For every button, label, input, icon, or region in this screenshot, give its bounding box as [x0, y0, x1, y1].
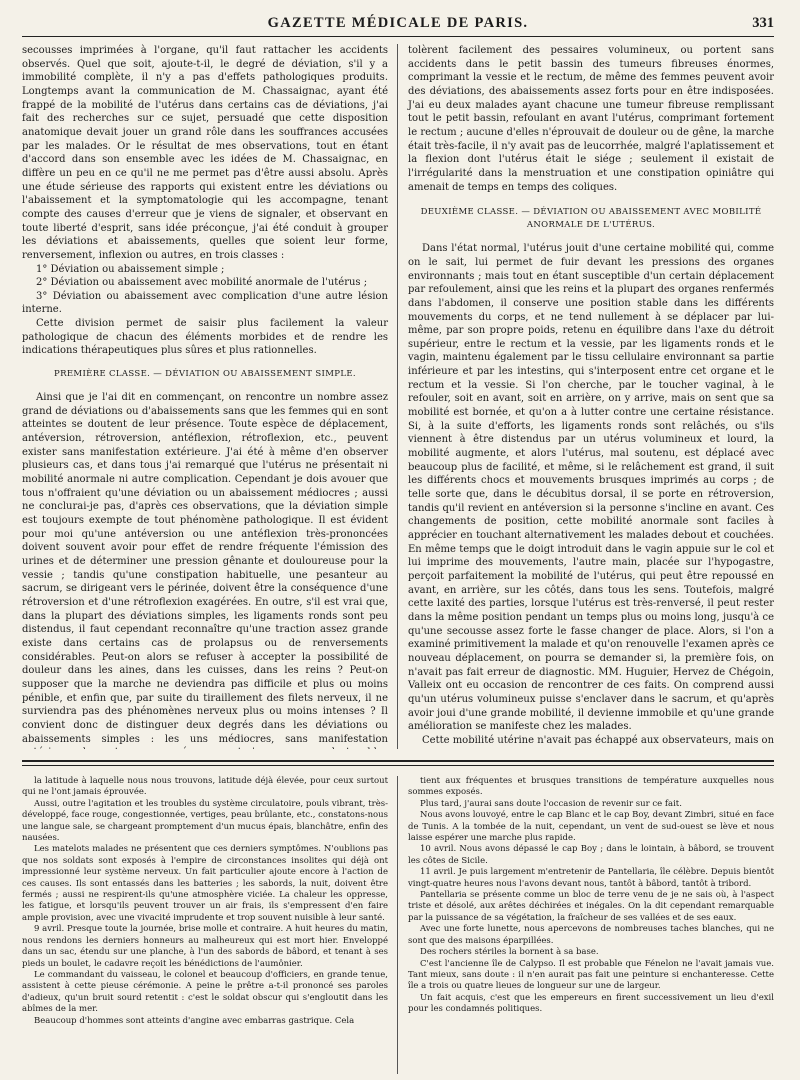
- paragraph: Un fait acquis, c'est que les empereurs en firent successivement un lieu d'exil pour les condamnés politiques.: [408, 992, 774, 1015]
- feuilleton: [22, 776, 774, 1074]
- paragraph: Cette division permet de saisir plus facilement la valeur pathologique de chacun des éléments morbides et de rendre les indications thérapeutiques plus sûres et plus rationnelles.: [22, 318, 388, 357]
- paragraph: tient aux fréquentes et brusques transitions de température auxquelles nous sommes exposés.: [408, 776, 774, 798]
- paragraph: 9 avril. Presque toute la journée, brise molle et contraire. A huit heures du matin, nous rendons les derniers honneurs au malheureux qui est mort hier. Enveloppé dans un sac, étendu sur une planche, à l'un des sabords de bâbord, et tenant à ses pieds un boulet, le cadavre reçoit les bénédictions de l'aumônier.: [22, 924, 388, 969]
- feuilleton-column-left: [22, 776, 398, 1074]
- paragraph: la latitude à laquelle nous nous trouvons, latitude déjà élevée, pour ceux surtout qui ne l'ont jamais éprouvée.: [22, 776, 388, 798]
- paragraph: C'est l'ancienne île de Calypso. Il est probable que Fénelon ne l'avait jamais vue. Tant mieux, sans doute : il n'en aurait pas fait une peinture si enchanteresse. Cette île a trois ou quatre lieues de longueur sur une de largeur.: [408, 958, 774, 992]
- page-header: [22, 12, 774, 37]
- section-heading: [408, 206, 774, 232]
- paragraph: Plus tard, j'aurai sans doute l'occasion de revenir sur ce fait.: [420, 798, 682, 809]
- paragraph: Aussi, outre l'agitation et les troubles du système circulatoire, pouls vibrant, très-développé, face rouge, congestionnée, vertiges, peau brûlante, etc., constatons-nous une langue sale, se chargeant promptement d'un mucus épais, blanchâtre, enfin des nausées.: [22, 798, 388, 844]
- classification-item: 1° Déviation ou abaissement simple ;: [36, 263, 225, 275]
- paragraph: Nous avons louvoyé, entre le cap Blanc et le cap Boy, devant Zimbri, situé en face de Tunis. A la tombée de la nuit, cependant, un vent de sud-ouest se lève et nous laisse espérer une marche plus rapide.: [408, 810, 774, 844]
- classification-item: 3° Déviation ou abaissement avec complication d'une autre lésion interne.: [22, 290, 388, 316]
- article-column-left: [22, 44, 398, 749]
- feuilleton-column-right: [398, 776, 774, 1074]
- section-heading-line: ANORMALE DE L'UTÉRUS.: [526, 220, 656, 231]
- classification-item: 2° Déviation ou abaissement avec mobilité anormale de l'utérus ;: [36, 277, 368, 289]
- section-heading: PREMIÈRE CLASSE. — DÉVIATION OU ABAISSEMENT SIMPLE.: [54, 369, 356, 380]
- paragraph: Les matelots malades ne présentent que ces derniers symptômes. N'oublions pas que nos soldats sont exposés à l'empire de circonstances insolites qui déjà ont impressionné leur système nerveux. Un fait particulier ajoute encore à l'action de ces causes. Ils sont entassés dans les batteries ; les sabords, la nuit, doivent être fermés ; aussi ne respirent-ils qu'une atmosphère viciée. La chaleur les oppresse, les fatigue, et lorsqu'ils peuvent trouver un air frais, ils s'empressent d'en faire ample provision, avec une vivacité imprudente et trop souvent nuisible à leur santé.: [22, 844, 388, 923]
- main-article: [22, 44, 774, 749]
- feuilleton-divider: [22, 760, 774, 766]
- section-heading-line: DEUXIÈME CLASSE. — DÉVIATION OU ABAISSEMENT AVEC MOBILITÉ: [420, 207, 762, 218]
- article-column-right: [398, 44, 774, 749]
- paragraph: 11 avril. Je puis largement m'entretenir de Pantellaria, île célèbre. Depuis bientôt vingt-quatre heures nous l'avons devant nous, tantôt à bâbord, tantôt à tribord.: [408, 867, 774, 889]
- paragraph: tolèrent facilement des pessaires volumineux, ou portent sans accidents dans le petit bassin des tumeurs fibreuses énormes, comprimant la vessie et le rectum, de même des femmes peuvent avoir des déviations, des abaissements assez forts pour en être indisposées. J'ai eu deux malades ayant chacune une tumeur fibreuse remplissant tout le petit bassin, refoulant en avant l'utérus, comprimant fortement le rectum ; aucune d'elles n'éprouvait de douleur ou de gêne, la marche était très-facile, il n'y avait pas de leucorrhée, malgré l'aplatissement et la flexion dont l'utérus était le siége ; seulement il existait de l'irrégularité dans la menstruation et une constipation opiniâtre qui amenait de temps en temps des coliques.: [408, 45, 774, 193]
- paragraph: 10 avril. Nous avons dépassé le cap Boy ; dans le lointain, à bâbord, se trouvent les côtes de Sicile.: [408, 844, 774, 866]
- paragraph: Ainsi que je l'ai dit en commençant, on rencontre un nombre assez grand de déviations ou d'abaissements sans que les femmes qui en sont atteintes se doutent de leur présence. Toute espèce de déplacement, antéversion, rétroversion, antéflexion, rétroflexion, etc., peuvent exister sans manifestation extérieure. J'ai été à même d'en observer plusieurs cas, et dans tous j'ai remarqué que l'utérus ne présentait ni mobilité anormale ni autre complication. Cependant je dois avouer que tous n'offraient qu'une déviation ou un abaissement médiocres ; aussi ne conclurai-je pas, d'après ces observations, que la déviation simple est toujours exempte de tout phénomène pathologique. Il est évident pour moi qu'une antéversion ou une antéflexion très-prononcées doivent souvent avoir pour effet de rendre fréquente l'émission des urines et de déterminer une pression gênante et douloureuse pour la vessie ; tandis qu'une constipation habituelle, une pesanteur au sacrum, se dirigeant vers le périnée, doivent être la conséquence d'une rétroversion et d'une rétroflexion exagérées. En outre, s'il est vrai que, dans la plupart des déviations simples, les ligaments ronds sont peu distendus, il faut cependant reconnaître qu'une traction assez grande existe dans certains cas de prolapsus ou de renversements considérables. Peut-on alors se refuser à accepter la possibilité de douleur dans les aines, dans les cuisses, dans les reins ? Peut-on supposer que la marche ne deviendra pas difficile et plus ou moins pénible, et enfin que, par suite du tiraillement des filets nerveux, il ne surviendra pas des phénomènes nerveux plus ou moins intenses ? Il convient donc de distinguer deux degrés dans les déviations ou abaissements simples : les uns médiocres, sans manifestation: [22, 392, 388, 745]
- paragraph: secousses imprimées à l'organe, qu'il faut rattacher les accidents observés. Quel que soit, ajoute-t-il, le degré de déviation, s'il y a immobilité complète, il n'y a pas d'effets pathologiques produits. Longtemps avant la communication de M. Chassaignac, ayant été frappé de la mobilité de l'utérus dans certains cas de déviations, j'ai fait des recherches sur ce sujet, persuadé que cette disposition anatomique devait jouer un grand rôle dans les souffrances accusées par les malades. Or le résultat de mes observations, tout en étant d'accord dans son ensemble avec les idées de M. Chassaignac, en diffère un peu en ce qu'il ne me permet pas d'être aussi absolu. Après une étude sérieuse des rapports qui existent entre les déviations ou l'abaissement et la symptomatologie qui les accompagne, tenant compte des causes d'erreur que je viens de signaler, et observant en toute liberté d'esprit, sans idée préconçue, j'ai été conduit à grouper les déviations et abaissements, quelles que soient leur forme, renversement, inflexion ou autres, en trois classes :: [22, 45, 388, 261]
- paragraph: Pantellaria se présente comme un bloc de terre venu de je ne sais où, à l'aspect triste et désolé, aux arêtes déchirées et inégales. On la dit cependant remarquable par la puissance de sa végétation, la fraîcheur de ses vallées et de ses eaux.: [408, 890, 774, 923]
- paragraph: Avec une forte lunette, nous apercevons de nombreuses taches blanches, qui ne sont que des maisons éparpillées.: [408, 924, 774, 946]
- paragraph: Dans l'état normal, l'utérus jouit d'une certaine mobilité qui, comme on le sait, lui permet de fuir devant les pressions des organes environnants ; mais tout en étant susceptible d'un certain déplacement par refoulement, ainsi que les reins et la plupart des organes renfermés dans l'abdomen, il conserve une position stable dans les différents mouvements du corps, et ne tend nullement à se déplacer par lui-même, par son propre poids, retenu en équilibre dans l'axe du détroit supérieur, entre le rectum et la vessie, par les ligaments ronds et le vagin, maintenu également par le tissu cellulaire environnant sa partie inférieure et par les intestins, qui s'interposent entre cet organe et le rectum et la vessie. Si l'on cherche, par le toucher vaginal, à le refouler, soit en avant, soit en arrière, on y arrive, mais on sent que sa mobilité est bornée, et qu'on a à lutter contre une certaine résistance. Si, à la suite d'efforts, les ligaments ronds sont relâchés, ou s'ils viennent à être distendus par un utérus volumineux et lourd, la mobilité augmente, et alors l'utérus, mal soutenu, est déplacé avec beaucoup plus de facilité, et même, si le relâchement est grand, il suit les différents chocs et mouvements brusques imprimés au corps ; de telle sorte que, dans le décubitus dorsal, il se porte en rétroversion, tandis qu'il revient en antéversion si la personne s'incline en avant. Ces changements de position, cette mobilité anormale sont faciles à apprécier en touchant alternativement les malades debout et couchées. En même temps que le doigt introduit dans le vagin appuie sur le col et lui imprime des mouvements, l'autre main, placée sur l'hypogastre, perçoit parfaitement la mobilité de l'utérus, qui peut être repoussé en avant, en arrière, sur les côtés, dans tous les sens. Toutefois, malgré cette laxité des parties, lorsque l'utérus est très-renversé, il peut rester dans la même position pendant un temps plus ou moins long, jusqu'à ce qu'une secousse assez forte le fasse changer de place. Alors, si l'on a examiné primitivement la malade et qu'on renouvelle l'examen après ce nouveau déplacement, on pourra se demander si, la première fois, on n'avait pas fait erreur de diagnostic. MM. Huguier, Hervez de Chégoin, Valleix ont eu occasion de rencontrer de ces faits. On comprend aussi qu'un utérus volumineux puisse s'enclaver dans le sacrum, et qu'après avoir joui d'une grande mobilité, il devienne immobile et qu'une grande amélioration se manifeste chez les malades.: [408, 243, 774, 733]
- paragraph: Cette mobilité utérine n'avait pas échappé aux observateurs, mais on: [422, 734, 774, 746]
- paragraph: Beaucoup d'hommes sont atteints d'angine avec embarras gastrique. Cela: [34, 1015, 355, 1026]
- page-number: 331: [752, 15, 774, 31]
- paragraph: Des rochers stériles la bornent à sa base.: [420, 947, 599, 958]
- paragraph: Le commandant du vaisseau, le colonel et beaucoup d'officiers, en grande tenue, assistent à cette pieuse cérémonie. A peine le prêtre a-t-il prononcé ses paroles d'adieux, qu'un bruit sourd retentit : c'est le soldat obscur qui s'engloutit dans les abîmes de la mer.: [22, 969, 388, 1015]
- journal-title: GAZETTE MÉDICALE DE PARIS.: [267, 15, 529, 31]
